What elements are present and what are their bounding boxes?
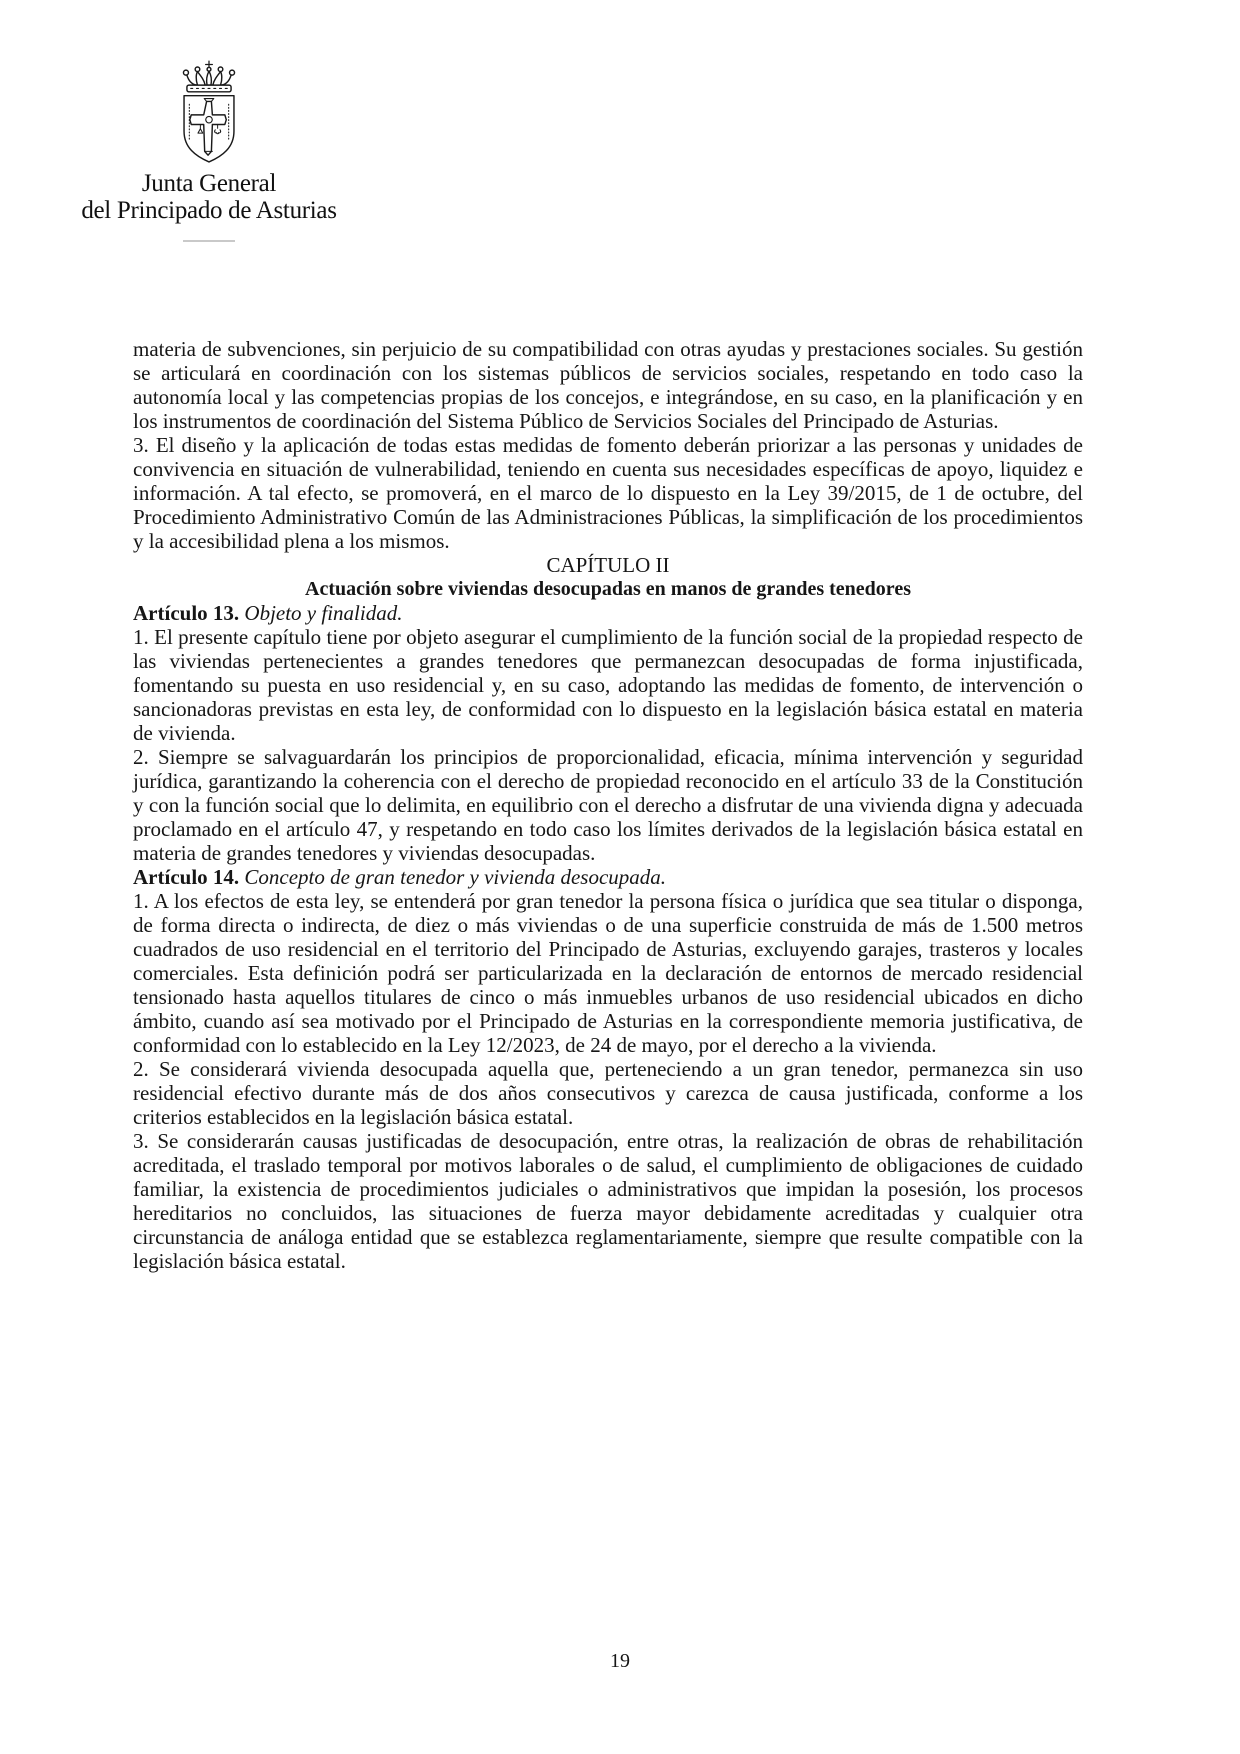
logo-divider [183, 240, 235, 242]
logo-institution-name: Junta General [141, 170, 277, 197]
article-title: Objeto y finalidad. [244, 601, 403, 625]
paragraph: 3. Se considerarán causas justificadas de desocupación, entre otras, la realización de obras de rehabilitación acreditada, el traslado temporal por motivos laborales o de salud, el cumplimiento de obligaciones de cuidado familiar, la existencia de procedimientos judiciales o administrativos que impidan la posesión, los procesos hereditarios no concluidos, las situaciones de fuerza mayor debidamente acreditadas y cualquier otra circunstancia de análoga entidad que se establezca reglamentariamente, siempre que resulte compatible con la legislación básica estatal. [133, 1129, 1083, 1273]
junta-general-logo [69, 56, 349, 242]
paragraph: 3. El diseño y la aplicación de todas estas medidas de fomento deberán priorizar a las personas y unidades de convivencia en situación de vulnerabilidad, teniendo en cuenta sus necesidades específicas de apoyo, liquidez e información. A tal efecto, se promoverá, en el marco de lo dispuesto en la Ley 39/2015, de 1 de octubre, del Procedimiento Administrativo Común de las Administraciones Públicas, la simplificación de los procedimientos y la accesibilidad plena a los mismos. [133, 433, 1083, 553]
paragraph: 2. Siempre se salvaguardarán los principios de proporcionalidad, eficacia, mínima intervención y seguridad jurídica, garantizando la coherencia con el derecho de propiedad reconocido en el artículo 33 de la Constitución y con la función social que lo delimita, en equilibrio con el derecho a disfrutar de una vivienda digna y adecuada proclamado en el artículo 47, y respetando en todo caso los límites derivados de la legislación básica estatal en materia de grandes tenedores y viviendas desocupadas. [133, 745, 1083, 865]
paragraph: 2. Se considerará vivienda desocupada aquella que, perteneciendo a un gran tenedor, permanezca sin uso residencial efectivo durante más de dos años consecutivos y carezca de causa justificada, conforme a los criterios establecidos en la legislación básica estatal. [133, 1057, 1083, 1129]
paragraph: 1. El presente capítulo tiene por objeto asegurar el cumplimiento de la función social de la propiedad respecto de las viviendas pertenecientes a grandes tenedores que permanezcan desocupadas de forma injustificada, fomentando su puesta en uso residencial y, en su caso, adoptando las medidas de fomento, de intervención o sancionadoras previstas en esta ley, de conformidad con lo dispuesto en la legislación básica estatal en materia de vivienda. [133, 625, 1083, 745]
asturias-coat-of-arms-icon [161, 56, 257, 168]
article-heading [133, 865, 1083, 889]
logo-institution-subname: del Principado de Asturias [81, 197, 337, 224]
document-footer [0, 1650, 1240, 1673]
article-heading [133, 601, 1083, 625]
document-body [133, 337, 1083, 1273]
article-number: Artículo 14. [133, 865, 240, 889]
page-number: 19 [610, 1650, 630, 1672]
paragraph: materia de subvenciones, sin perjuicio de su compatibilidad con otras ayudas y prestaciones sociales. Su gestión se articulará en coordinación con los sistemas públicos de servicios sociales, respetando en todo caso la autonomía local y las competencias propias de los concejos, e integrándose, en su caso, en la planificación y en los instrumentos de coordinación del Sistema Público de Servicios Sociales del Principado de Asturias. [133, 337, 1083, 433]
article-number: Artículo 13. [133, 601, 240, 625]
article-title: Concepto de gran tenedor y vivienda desocupada. [244, 865, 667, 889]
paragraph: 1. A los efectos de esta ley, se entenderá por gran tenedor la persona física o jurídica que sea titular o disponga, de forma directa o indirecta, de diez o más viviendas o de una superficie construida de más de 1.500 metros cuadrados de uso residencial en el territorio del Principado de Asturias, excluyendo garajes, trasteros y locales comerciales. Esta definición podrá ser particularizada en la declaración de entornos de mercado residencial tensionado hasta aquellos titulares de cinco o más inmuebles urbanos de uso residencial ubicados en dicho ámbito, cuando así sea motivado por el Principado de Asturias en la correspondiente memoria justificativa, de conformidad con lo establecido en la Ley 12/2023, de 24 de mayo, por el derecho a la vivienda. [133, 889, 1083, 1057]
chapter-title: Actuación sobre viviendas desocupadas en manos de grandes tenedores [305, 578, 911, 600]
chapter-label: CAPÍTULO II [546, 553, 670, 577]
